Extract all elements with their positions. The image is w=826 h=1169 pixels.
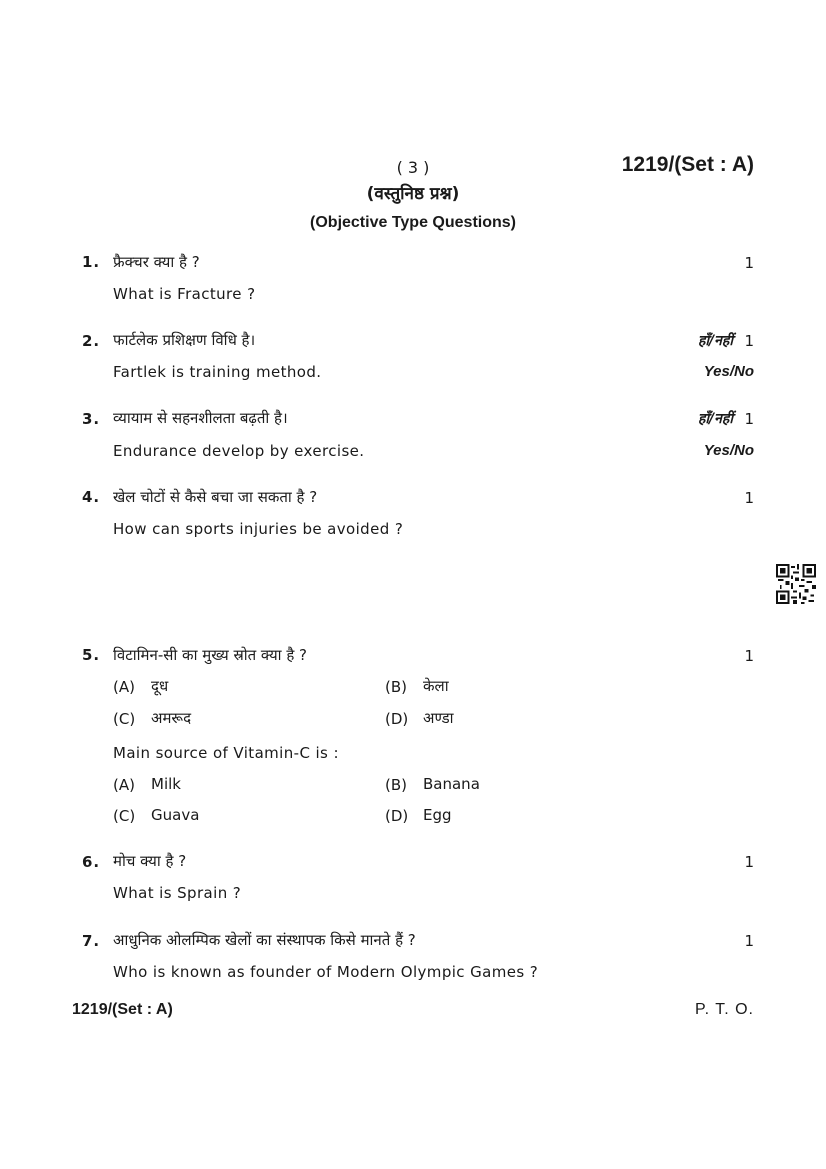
option-label: (D) [385,807,409,825]
yes-no-hindi: हाँ/नहीं [697,411,733,427]
question-marks: 1 [744,254,754,272]
question-marks: 1 [744,932,754,950]
question-marks: 1 [744,853,754,871]
set-code-header: 1219/(Set : A) [621,153,754,176]
question-number: 3. [82,410,101,428]
question-text-english: How can sports injuries be avoided ? [113,520,404,538]
qr-code-icon [776,564,816,604]
yes-no-english: Yes/No [703,442,754,459]
question-text-hindi: खेल चोटों से कैसे बचा जा सकता है ? [113,488,318,506]
question-marks: 1 [744,332,754,350]
question-text-hindi: आधुनिक ओलम्पिक खेलों का संस्थापक किसे मानते हैं ? [113,931,416,949]
question-number: 7. [82,932,101,950]
option-label: (A) [113,678,135,696]
option-label: (B) [385,776,407,794]
option-text: Egg [423,806,452,824]
question-text-hindi: मोच क्या है ? [113,852,187,870]
hindi-section-heading: (वस्तुनिष्ठ प्रश्न) [366,184,460,204]
option-text: अण्डा [423,709,454,727]
question-text-english: Fartlek is training method. [113,363,322,381]
question-marks: 1 [744,489,754,507]
yes-no-english: Yes/No [703,363,754,380]
question-text-english: What is Sprain ? [113,884,242,902]
option-label: (B) [385,678,407,696]
question-number: 5. [82,646,101,664]
english-section-heading: (Objective Type Questions) [310,214,516,231]
option-text: Banana [423,775,480,793]
question-number: 1. [82,253,101,271]
question-text-english: Main source of Vitamin-C is : [113,744,339,762]
option-text: Milk [151,775,181,793]
question-text-hindi: फार्टलेक प्रशिक्षण विधि है। [113,331,256,349]
set-code-footer: 1219/(Set : A) [72,1001,173,1018]
option-text: अमरूद [151,709,192,727]
yes-no-hindi: हाँ/नहीं [697,333,733,349]
option-label: (C) [113,807,136,825]
question-number: 2. [82,332,101,350]
question-number: 4. [82,488,101,506]
pto-label: P. T. O. [695,1001,754,1018]
question-number: 6. [82,853,101,871]
option-label: (A) [113,776,135,794]
option-label: (C) [113,710,136,728]
question-text-english: Who is known as founder of Modern Olympic Games ? [113,963,539,981]
question-marks: 1 [744,410,754,428]
option-text: दूध [151,677,169,695]
question-text-english: Endurance develop by exercise. [113,442,365,460]
question-text-hindi: फ्रैक्चर क्या है ? [113,253,200,271]
page-number: ( 3 ) [396,158,430,177]
question-marks: 1 [744,647,754,665]
option-text: केला [423,677,449,695]
option-text: Guava [151,806,200,824]
option-label: (D) [385,710,409,728]
question-text-english: What is Fracture ? [113,285,256,303]
question-text-hindi: व्यायाम से सहनशीलता बढ़ती है। [113,409,288,427]
question-text-hindi: विटामिन-सी का मुख्य स्रोत क्या है ? [113,646,308,664]
